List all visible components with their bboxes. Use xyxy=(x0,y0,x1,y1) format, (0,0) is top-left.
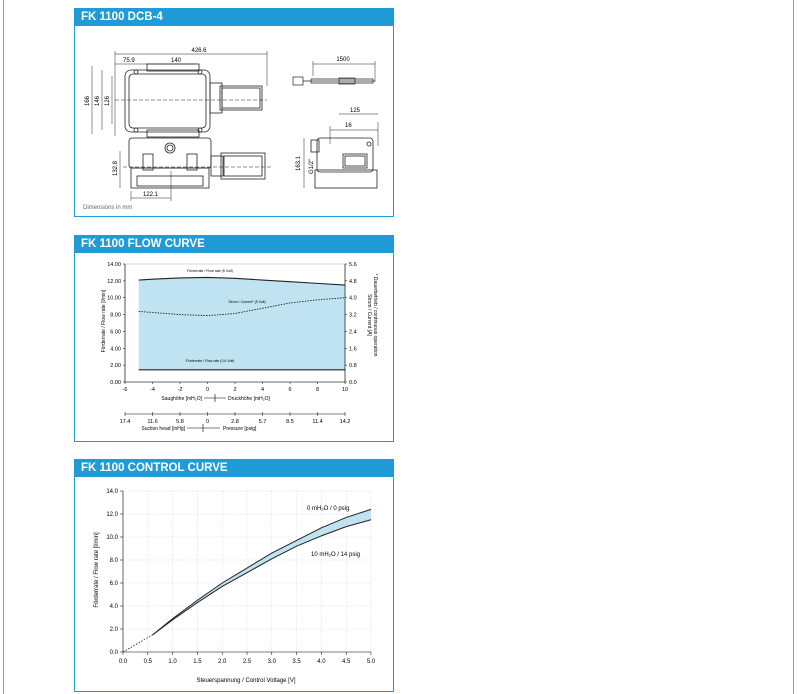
flow-y-right-tick-label: 0.0 xyxy=(349,380,357,386)
flow-y-left-tick-label: 10.00 xyxy=(107,295,121,302)
flow-y-right-tick-label: 4.0 xyxy=(349,295,357,302)
dim-total-length: 426.6 xyxy=(191,48,207,54)
flow-y-left-tick-label: 2.00 xyxy=(110,363,121,370)
control-x-tick-label: 1.5 xyxy=(193,659,202,665)
flow-y-left-tick-label: 14.00 xyxy=(107,262,121,268)
flow-y-right-tick-label: 1.6 xyxy=(349,346,357,353)
flow-xlabel-arrow-1 xyxy=(204,394,226,402)
flow-ylabel-right-2: * Dauerbetrieb / continuous operation xyxy=(372,273,378,357)
control-curve-title: FK 1100 CONTROL CURVE xyxy=(75,460,393,477)
dim-front-width: 122.1 xyxy=(143,192,159,198)
flow-x-tick-label: 4 xyxy=(260,387,265,393)
flow-x2-tick-label: 0 xyxy=(205,419,210,425)
control-ylabel: Förderrate / Flow rate [l/min] xyxy=(94,532,100,608)
page-frame-right xyxy=(793,0,794,694)
dim-front-height: 132.8 xyxy=(113,160,119,176)
control-curve-panel xyxy=(74,459,394,692)
flow-current-label: Strom / Current* (5 Volt) xyxy=(228,300,266,304)
control-x-tick-label: 0.5 xyxy=(143,659,152,665)
control-xlabel: Steuerspannung / Control Voltage [V] xyxy=(196,678,296,684)
control-y-tick-label: 4.0 xyxy=(109,604,118,610)
side-view-drawing xyxy=(304,114,378,188)
flow-x2-tick-label: 11.4 xyxy=(312,419,323,425)
dim-height-3: 126 xyxy=(105,95,111,106)
flow-x-tick-label: 10 xyxy=(341,387,349,393)
flow-x2-tick-label: 17.4 xyxy=(119,419,131,425)
flow-band-area xyxy=(139,277,345,369)
flow-y-right-tick-label: 5.6 xyxy=(349,262,357,268)
flow-y-left-tick-label: 8.00 xyxy=(110,312,121,319)
control-y-tick-label: 12.0 xyxy=(106,512,118,518)
control-label-top: 0 mH₂O / 0 psig xyxy=(307,506,350,512)
flow-ylabel-left: Förderrate / Flow rate [l/min] xyxy=(101,289,107,353)
flow-x-tick-label: 6 xyxy=(288,387,292,393)
page-frame-left xyxy=(3,0,4,694)
front-view-drawing xyxy=(123,138,271,188)
dimensions-panel xyxy=(74,8,394,217)
top-view-drawing xyxy=(115,64,267,137)
flow-x-tick-label: -4 xyxy=(150,387,155,393)
flow-x-tick-label: 8 xyxy=(315,387,320,393)
control-y-tick-label: 2.0 xyxy=(109,627,118,633)
flow-y-right-tick-label: 3.2 xyxy=(349,312,357,319)
flow-x2-tick-label: 5.8 xyxy=(176,419,184,425)
control-x-tick-label: 2.0 xyxy=(218,659,227,665)
flow-curve-panel xyxy=(74,235,394,442)
dimensions-title: FK 1100 DCB-4 xyxy=(75,9,393,26)
flow-x-tick-label: 2 xyxy=(233,387,237,393)
dimensions-note: Dimensions in mm xyxy=(83,205,133,211)
flow-x2-tick-label: 2.8 xyxy=(231,419,239,425)
control-curve-chart xyxy=(75,477,393,691)
flow-xlabel-1-right: Druckhöhe [mH₂O] xyxy=(228,396,270,402)
control-y-tick-label: 10.0 xyxy=(106,535,118,541)
control-x-tick-label: 5.0 xyxy=(366,659,376,665)
flow-y-right-tick-label: 2.4 xyxy=(349,329,357,336)
flow-ylabel-right-1: Strom / Current [A] xyxy=(366,294,372,336)
control-band-area xyxy=(153,509,371,634)
control-y-tick-label: 8.0 xyxy=(109,558,118,564)
flow-bottom-curve-label: Förderrate / Flow rate (0.6 Volt) xyxy=(185,359,235,363)
flow-y-left-tick-label: 12.00 xyxy=(107,278,121,285)
control-y-tick-label: 6.0 xyxy=(109,581,118,587)
dim-height-1: 166 xyxy=(85,95,91,106)
flow-x2-tick-label: 11.6 xyxy=(147,419,158,425)
dim-offset-1: 75.9 xyxy=(123,58,135,64)
dim-side-offset: 16 xyxy=(345,123,352,129)
cable-drawing xyxy=(293,61,375,85)
dim-side-width: 125 xyxy=(349,108,361,114)
control-x-tick-label: 1.0 xyxy=(168,659,177,665)
flow-y-right-tick-label: 0.8 xyxy=(349,363,357,370)
flow-xlabel-2-left: Suction head [inHg] xyxy=(141,426,185,432)
control-label-bottom: 10 mH₂O / 14 psig xyxy=(311,552,361,558)
flow-y-left-tick-label: 6.00 xyxy=(110,329,121,336)
dimension-drawing xyxy=(75,26,393,216)
flow-xlabel-1-left: Saughöhe [mH₂O] xyxy=(161,396,202,402)
dim-cable-length: 1500 xyxy=(336,57,350,63)
flow-x2-tick-label: 14.2 xyxy=(339,419,351,425)
control-line-dashed-start xyxy=(123,635,153,652)
flow-y-left-tick-label: 0.00 xyxy=(110,380,121,386)
control-x-tick-label: 3.5 xyxy=(292,659,301,665)
control-x-tick-label: 4.0 xyxy=(317,659,326,665)
flow-top-curve-label: Förderrate / Flow rate (5 Volt) xyxy=(187,269,233,273)
dim-side-height: 163.1 xyxy=(296,155,302,171)
flow-x2-tick-label: 8.5 xyxy=(286,419,294,425)
flow-y-right-tick-label: 4.8 xyxy=(349,278,357,285)
dim-height-2: 146 xyxy=(95,95,101,106)
flow-x2-tick-label: 5.7 xyxy=(258,419,267,425)
control-x-tick-label: 0.0 xyxy=(118,659,128,665)
flow-curve-chart xyxy=(75,253,393,441)
control-y-tick-label: 0.0 xyxy=(109,650,118,656)
flow-xlabel-2-right: Pressure [psig] xyxy=(223,426,257,432)
control-x-tick-label: 4.5 xyxy=(342,659,351,665)
control-x-tick-label: 2.5 xyxy=(242,659,252,665)
control-y-tick-label: 14.0 xyxy=(106,489,118,495)
flow-x-tick-label: -6 xyxy=(122,387,128,393)
flow-x-tick-label: -2 xyxy=(177,387,183,393)
flow-xlabel-arrow-2 xyxy=(187,424,220,432)
dim-thread: G1/2" xyxy=(309,158,315,174)
flow-x-tick-label: 0 xyxy=(205,387,210,393)
flow-curve-title: FK 1100 FLOW CURVE xyxy=(75,236,393,253)
control-x-tick-label: 3.0 xyxy=(267,659,276,665)
dim-offset-2: 140 xyxy=(171,58,182,64)
flow-y-left-tick-label: 4.00 xyxy=(110,346,121,353)
